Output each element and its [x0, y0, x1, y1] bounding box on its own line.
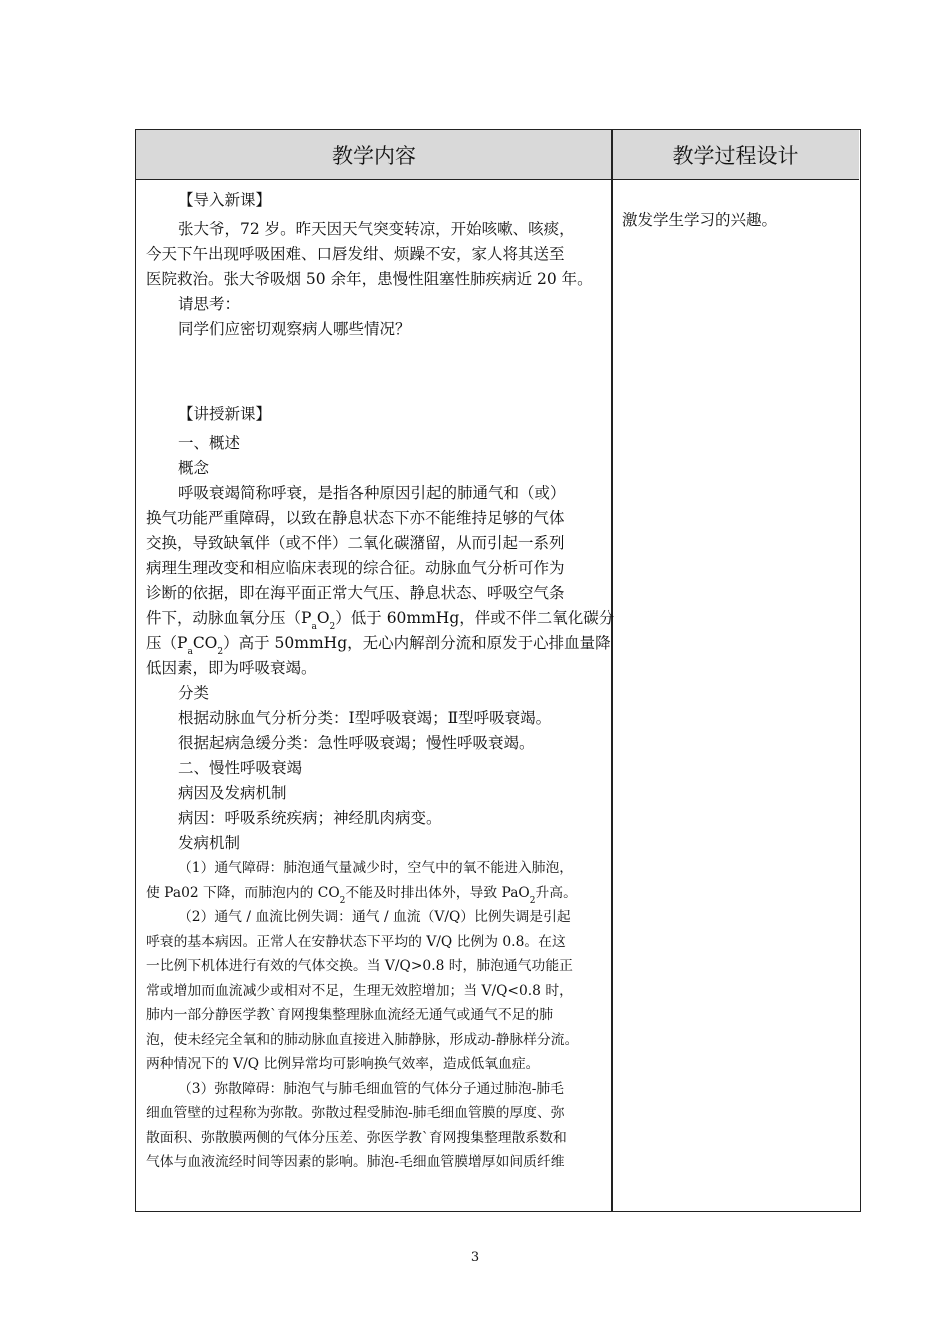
- design-note: 激发学生学习的兴趣。: [622, 211, 778, 229]
- m1-part-b: 不能及时排出体外，导致 PaO: [345, 884, 530, 901]
- def-6-part-a: 件下，动脉血氧分压（P: [146, 609, 312, 627]
- etiology-text: 病因：呼吸系统疾病；神经肌肉病变。: [178, 809, 442, 827]
- teaching-content-column: [146, 188, 615, 1175]
- lesson-table: [135, 129, 861, 1212]
- header-teaching-content: 教学内容: [136, 130, 612, 180]
- etiology-title: 病因及发病机制: [178, 784, 287, 802]
- def-6-sub-a: a: [311, 622, 317, 632]
- definition-line-7: [146, 631, 611, 657]
- mechanism-1-line-1: （1）通气障碍：肺泡通气量减少时，空气中的氧不能进入肺泡，: [178, 860, 574, 876]
- classification-title: 分类: [178, 684, 210, 702]
- mechanism-3-line-3: 散面积、弥散膜两侧的气体分压差、弥医学教`育网搜集整理散系数和: [146, 1129, 567, 1146]
- case-line-3: 医院救治。张大爷吸烟 50 余年，患慢性阻塞性肺疾病近 20 年。: [146, 270, 593, 288]
- definition-line-2: 换气功能严重障碍，以致在静息状态下亦不能维持足够的气体: [146, 509, 565, 527]
- def-7-sub-a: a: [187, 647, 193, 657]
- def-6-sub-2: 2: [329, 622, 336, 632]
- mechanism-2-line-5: 肺内一部分静医学教`育网搜集整理脉血流经无通气或通气不足的肺: [146, 1007, 554, 1023]
- definition-line-6: [146, 606, 615, 632]
- definition-line-5: 诊断的依据，即在海平面正常大气压、静息状态、呼吸空气条: [146, 584, 565, 602]
- mechanism-3-line-4: 气体与血液流经时间等因素的影响。肺泡-毛细血管膜增厚如间质纤维: [146, 1154, 565, 1170]
- def-7-part-b: CO: [192, 634, 218, 652]
- m1-part-a: 使 Pa02 下降，而肺泡内的 CO: [146, 884, 340, 901]
- m1-sub-1: 2: [339, 895, 346, 906]
- section-overview: 一、概述: [178, 434, 241, 452]
- mechanism-1-line-2: [146, 881, 604, 906]
- section-chronic: 二、慢性呼吸衰竭: [178, 759, 303, 777]
- mechanism-2-line-1: （2）通气 / 血流比例失调：通气 / 血流（V/Q）比例失调是引起: [178, 909, 571, 925]
- mechanism-2-line-3: 一比例下机体进行有效的气体交换。当 V/Q>0.8 时，肺泡通气功能正: [146, 958, 573, 974]
- intro-heading: 【导入新课】: [178, 191, 272, 209]
- mechanism-2-line-4: 常或增加而血流减少或相对不足，生理无效腔增加；当 V/Q<0.8 时，: [146, 982, 573, 999]
- mechanism-3-line-1: （3）弥散障碍：肺泡气与肺毛细血管的气体分子通过肺泡-肺毛: [178, 1080, 564, 1097]
- def-7-part-c: ）高于 50mmHg，无心内解剖分流和原发于心排血量降: [223, 634, 611, 652]
- lecture-heading: 【讲授新课】: [178, 405, 272, 423]
- def-7-part-a: 压（P: [146, 634, 188, 652]
- case-line-2: 今天下午出现呼吸困难、口唇发绀、烦躁不安，家人将其送至: [146, 245, 565, 263]
- m1-sub-2: 2: [529, 895, 536, 906]
- process-design-column: [622, 208, 852, 233]
- classification-line-1: 根据动脉血气分析分类：Ⅰ型呼吸衰竭；Ⅱ型呼吸衰竭。: [178, 709, 552, 727]
- mechanism-2-line-6: 泡，使未经完全氧和的肺动脉血直接进入肺静脉，形成动-静脉样分流。: [146, 1031, 579, 1048]
- mechanism-2-line-2: 呼衰的基本病因。正常人在安静状态下平均的 V/Q 比例为 0.8。在这: [146, 933, 566, 950]
- definition-line-4: 病理生理改变和相应临床表现的综合征。动脉血气分析可作为: [146, 559, 565, 577]
- column-divider: [611, 130, 613, 1211]
- definition-line-1: 呼吸衰竭简称呼衰，是指各种原因引起的肺通气和（或）: [178, 484, 566, 502]
- case-line-1: 张大爷，72 岁。昨天因天气突变转凉，开始咳嗽、咳痰，: [178, 220, 575, 238]
- question-text: 同学们应密切观察病人哪些情况？: [178, 320, 411, 338]
- mechanism-2-line-7: 两种情况下的 V/Q 比例异常均可影响换气效率，造成低氧血症。: [146, 1056, 540, 1072]
- page-number: 3: [470, 1250, 480, 1265]
- definition-line-3: 交换，导致缺氧伴（或不伴）二氧化碳潴留，从而引起一系列: [146, 534, 565, 552]
- header-process-design: 教学过程设计: [612, 130, 859, 180]
- think-label: 请思考：: [178, 295, 241, 313]
- mechanism-title: 发病机制: [178, 834, 241, 852]
- def-7-sub-2: 2: [217, 647, 224, 657]
- concept-title: 概念: [178, 459, 210, 477]
- classification-line-2: 很据起病急缓分类：急性呼吸衰竭；慢性呼吸衰竭。: [178, 734, 535, 752]
- def-6-part-b: O: [316, 609, 330, 627]
- def-6-part-c: ）低于 60mmHg，伴或不伴二氧化碳分: [335, 609, 615, 627]
- definition-line-8: 低因素，即为呼吸衰竭。: [146, 659, 317, 677]
- mechanism-3-line-2: 细血管壁的过程称为弥散。弥散过程受肺泡-肺毛细血管膜的厚度、弥: [146, 1105, 565, 1121]
- m1-part-c: 升高。: [535, 884, 577, 901]
